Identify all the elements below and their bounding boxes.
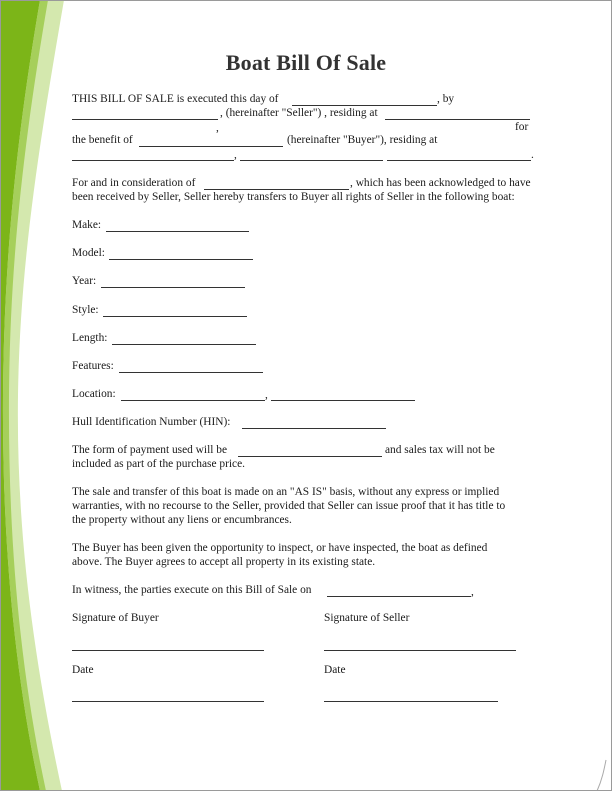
as-is-line2-text: warranties, with no recourse to the Seller, provided that Seller can issue proof that it has title to — [72, 500, 506, 512]
buyer-signature-line[interactable] — [72, 650, 264, 651]
witness-text: In witness, the parties execute on this Bill of Sale on — [72, 584, 312, 596]
as-is-line1-text: The sale and transfer of this boat is made on an "AS IS" basis, without any express or implied — [72, 486, 500, 498]
intro-seller-text: , (hereinafter "Seller") , residing at — [220, 107, 378, 119]
corner-flourish — [597, 760, 606, 791]
intro-comma-text: , — [216, 122, 219, 134]
dark-green-band — [0, 0, 40, 791]
intro-line1-text: THIS BILL OF SALE is executed this day of — [72, 93, 279, 105]
consideration-line1-text: For and in consideration of — [72, 177, 196, 189]
location-comma-text: , — [265, 389, 268, 401]
payment-line2-text: included as part of the purchase price. — [72, 458, 246, 470]
as-is-line3-text: the property without any liens or encumbrances. — [72, 514, 292, 526]
witness-comma-text: , — [471, 586, 474, 598]
intro-buyer-text: (hereinafter "Buyer"), residing at — [287, 134, 438, 146]
length-label: Length: — [72, 332, 108, 344]
intro-period-text: . — [531, 149, 534, 161]
seller-signature-line[interactable] — [324, 650, 516, 651]
seller-signature-label: Signature of Seller — [324, 612, 410, 624]
buyer-name-blank[interactable] — [139, 146, 283, 147]
buyer-address-blank-2[interactable] — [240, 160, 383, 161]
buyer-address-blank-1[interactable] — [72, 160, 234, 161]
payment-line1-end-text: and sales tax will not be — [385, 444, 495, 456]
make-label: Make: — [72, 219, 102, 231]
mid-green-highlight — [3, 0, 48, 791]
consideration-line1-end-text: , which has been acknowledged to have — [350, 177, 531, 189]
style-field[interactable] — [103, 316, 247, 317]
location-field-1[interactable] — [121, 400, 265, 401]
year-field[interactable] — [101, 287, 245, 288]
location-field-2[interactable] — [271, 400, 415, 401]
length-field[interactable] — [112, 344, 256, 345]
hin-field[interactable] — [242, 428, 386, 429]
seller-date-line[interactable] — [324, 701, 498, 702]
year-label: Year: — [72, 275, 97, 287]
hin-label: Hull Identification Number (HIN): — [72, 416, 231, 428]
style-label: Style: — [72, 304, 99, 316]
intro-comma-2-text: , — [234, 149, 237, 161]
document-title: Boat Bill Of Sale — [225, 50, 387, 75]
intro-by-text: , by — [437, 93, 455, 105]
seller-name-blank[interactable] — [72, 119, 218, 120]
payment-form-blank[interactable] — [238, 456, 382, 457]
payment-line1-text: The form of payment used will be — [72, 444, 227, 456]
buyer-address-blank-3[interactable] — [387, 160, 531, 161]
witness-date-blank[interactable] — [327, 596, 471, 597]
buyer-signature-label: Signature of Buyer — [72, 612, 159, 624]
model-label: Model: — [72, 247, 105, 259]
model-field[interactable] — [109, 259, 253, 260]
inspection-line1-text: The Buyer has been given the opportunity to inspect, or have inspected, the boat as defined — [72, 542, 488, 554]
features-label: Features: — [72, 360, 114, 372]
seller-date-label: Date — [324, 664, 346, 676]
buyer-date-label: Date — [72, 664, 94, 676]
intro-for-text: for — [515, 121, 529, 133]
make-field[interactable] — [106, 231, 249, 232]
intro-benefit-text: the benefit of — [72, 134, 133, 146]
consideration-line2-text: been received by Seller, Seller hereby transfers to Buyer all rights of Seller in the following boat: — [72, 191, 515, 203]
buyer-date-line[interactable] — [72, 701, 264, 702]
seller-address-blank-1[interactable] — [385, 119, 530, 120]
light-green-band — [0, 0, 64, 791]
features-field[interactable] — [119, 372, 263, 373]
location-label: Location: — [72, 388, 116, 400]
inspection-line2-text: above. The Buyer agrees to accept all property in its existing state. — [72, 556, 376, 568]
